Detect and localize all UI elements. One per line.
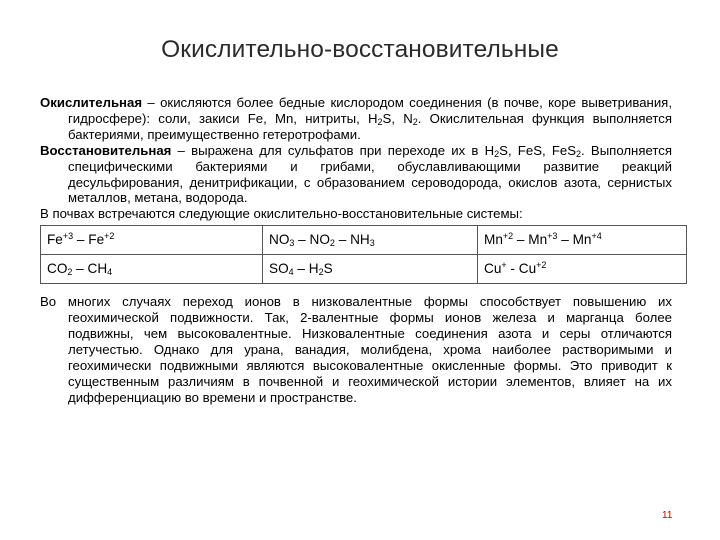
conclusion-paragraph: Во многих случаях переход ионов в низковалентные формы способствует повышению их геохимической подвижности. Так, 2-валентные формы ионов железа и марганца более подвижны, чем высоковалентные. Низковалентные соединения азота и серы отличаются летучестью. Однако для урана, ванадия, молибдена, хрома наиболее растворимыми и геохимически подвижными являются высоковалентные окисленные формы. Это приводит к существенным различиям в почвенной и геохимической истории элементов, влияет на их дифференциацию во времени и пространстве. bbox=[40, 294, 672, 405]
oxidizing-text: – окисляются более бедные кислородом соединения (в почве, коре выветривания, гидросфере): соли, закиси Fe, Mn, нитриты, H bbox=[68, 95, 672, 126]
reducing-text: S, FeS, FeS bbox=[499, 142, 577, 158]
reducing-term: Восстановительная bbox=[40, 142, 172, 158]
table-cell: $Cu^+ - Cu^{+2}$ bbox=[478, 255, 687, 284]
oxidizing-term: Окислительная bbox=[40, 95, 143, 110]
table-cell: $Fe^{+3} - Fe^{+2}$ bbox=[41, 226, 263, 255]
reducing-paragraph bbox=[40, 143, 672, 207]
oxidizing-text: . Окислительная функция выполняется бактериями, преимущественно гетеротрофами. bbox=[68, 110, 672, 142]
oxidizing-sub: 2 bbox=[377, 116, 383, 127]
table-cell: $CO_2 - CH_4$ bbox=[41, 255, 263, 284]
reducing-text: . Выполняется специфическими бактериями и грибами, обуславливающими развитие реакций десульфирования, денитрификации, с образованием сероводорода, окислов азота, сернистых металлов, метана, водорода. bbox=[68, 142, 672, 206]
oxidizing-sub: 2 bbox=[412, 116, 418, 127]
table-row bbox=[41, 226, 687, 255]
slide-title: Окислительно-восстановительные bbox=[161, 36, 559, 63]
oxidizing-paragraph bbox=[40, 95, 672, 143]
page-number: 11 bbox=[662, 510, 673, 521]
table-row bbox=[41, 255, 687, 284]
table-cell: $Mn^{+2} - Mn^{+3} - Mn^{+4}$ bbox=[478, 226, 687, 255]
reducing-sub: 2 bbox=[576, 148, 582, 159]
table-cell: $NO_3 - NO_2 - NH_3$ bbox=[263, 226, 478, 255]
redox-systems-table bbox=[40, 225, 687, 284]
reducing-text: – выражена для сульфатов при переходе их в H bbox=[171, 142, 495, 158]
systems-intro: В почвах встречаются следующие окислительно-восстановительные системы: bbox=[40, 206, 523, 222]
slide-content bbox=[40, 95, 672, 406]
table-cell: $SO_4 - H_2S$ bbox=[263, 255, 478, 284]
oxidizing-text: S, N bbox=[382, 110, 413, 126]
reducing-sub: 2 bbox=[494, 148, 500, 159]
